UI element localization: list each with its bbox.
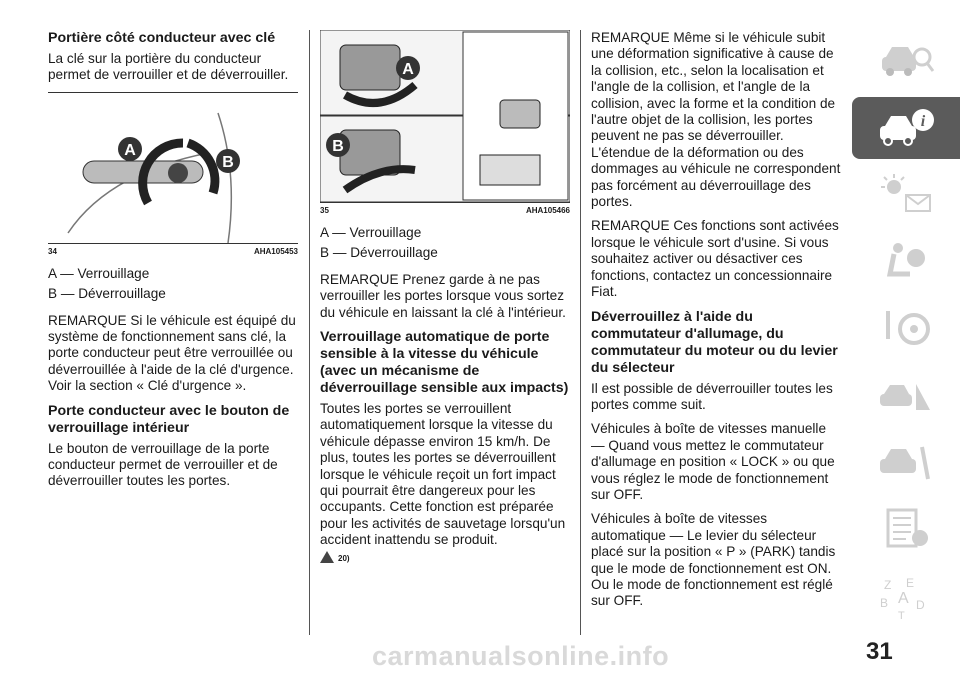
figure-35 <box>320 30 570 203</box>
note: REMARQUE Si le véhicule est équipé du système de fonctionnement sans clé, la porte conducteur peut être verrouillée ou déverrouillée à l'aide de la clé d'urgence. Voir la section « Clé d'urgence ». <box>48 312 296 394</box>
fig-label-a: A <box>402 61 414 78</box>
fig-label-b: B <box>332 138 344 155</box>
svg-text:D: D <box>916 598 925 612</box>
section-title: Portière côté conducteur avec clé <box>48 30 276 46</box>
chapter-sidebar <box>852 30 960 633</box>
airbag-seat-icon[interactable] <box>852 231 960 293</box>
column-divider <box>580 30 581 635</box>
car-search-icon[interactable] <box>852 30 960 92</box>
column-3 <box>591 30 841 618</box>
section-title: Porte conducteur avec le bouton de verrouillage intérieur <box>48 402 290 436</box>
svg-text:B: B <box>880 596 889 610</box>
door-key-illustration <box>48 93 298 243</box>
steering-wrench-icon[interactable] <box>852 298 960 360</box>
paragraph: La clé sur la portière du conducteur permet de verrouiller et de déverrouiller. <box>48 51 289 83</box>
paragraph: Le bouton de verrouillage de la porte conducteur permet de verrouiller et de déverrouiller toutes les portes. <box>48 440 278 489</box>
figure-number: 35 <box>320 206 329 215</box>
paragraph: Véhicules à boîte de vitesses manuelle — Quand vous mettez le commutateur d'allumage en position « LOCK » ou que vous réglez le mode de fonctionnement sur OFF. <box>591 421 835 502</box>
svg-text:E: E <box>906 576 915 590</box>
legend-a: A — Verrouillage <box>320 225 422 240</box>
figure-code: AHA105453 <box>253 246 298 256</box>
car-info-icon[interactable] <box>852 97 960 159</box>
figure-code: AHA105466 <box>525 206 570 215</box>
column-divider <box>309 30 310 635</box>
svg-text:i: i <box>920 113 926 130</box>
car-road-icon[interactable] <box>852 365 960 427</box>
warning-triangle-icon <box>320 551 334 563</box>
index-letters-icon[interactable] <box>852 566 960 628</box>
svg-text:A: A <box>898 590 909 607</box>
warning-ref-number: 20) <box>338 553 350 563</box>
note: REMARQUE Ces fonctions sont activées lorsque le véhicule sort d'usine. Si vous souhaitez activer ou désactiver ces fonctions, contactez un concessionnaire Fiat. <box>591 218 839 300</box>
watermark: carmanualsonline.info <box>372 641 670 671</box>
note: REMARQUE Même si le véhicule subit une déformation significative à cause de la collision, etc., selon la localisation et l'angle de la collision, et l'angle de la collision, avec la forme et la condition de l'autre objet de la collision, les portes peuvent ne pas se déverrouiller. L'étendue de la déformation ou des dommages au véhicule ne correspondent pas forcément au déverrouillage des portes. <box>591 30 841 210</box>
paragraph: Véhicules à boîte de vitesses automatique — Le levier du sélecteur placé sur la position « P » (PARK) tandis que le mode de fonctionnement est ON. Ou le mode de fonctionnement est réglé sur OFF. <box>591 511 836 609</box>
note: REMARQUE Prenez garde à ne pas verrouiller les portes lorsque vous sortez du véhicule en laissant la clé à l'intérieur. <box>320 271 566 320</box>
column-1 <box>48 30 298 498</box>
paragraph: Il est possible de déverrouiller toutes les portes comme suit. <box>591 380 833 412</box>
page-number: 31 <box>866 638 893 665</box>
warning-lights-icon[interactable] <box>852 164 960 226</box>
figure-34 <box>48 92 298 244</box>
legend-a: A — Verrouillage <box>48 265 150 281</box>
svg-text:Z: Z <box>884 578 892 592</box>
figure-number: 34 <box>48 246 57 256</box>
svg-text:T: T <box>898 610 905 621</box>
fig-label-a: A <box>124 141 136 159</box>
paragraph: Toutes les portes se verrouillent automatiquement lorsque la vitesse du véhicule dépasse environ 15 km/h. De plus, toutes les portes se déverrouillent lorsque le véhicule reçoit un fort impact qui pourrait être dangereux pour les occupants. Cette fonction est préparée pour les activités de sauvetage lorsqu'un accident inattendu se produit. <box>320 401 566 548</box>
figure-caption <box>48 247 298 256</box>
legend-b: B — Déverrouillage <box>320 245 438 261</box>
figure-caption <box>320 206 570 215</box>
legend-b: B — Déverrouillage <box>48 286 166 302</box>
specs-list-icon[interactable] <box>852 499 960 561</box>
interior-lock-illustration <box>320 30 570 202</box>
fig-label-b: B <box>222 153 234 171</box>
car-tools-icon[interactable] <box>852 432 960 494</box>
section-title: Déverrouillez à l'aide du commutateur d'allumage, du commutateur du moteur ou du levier du sélecteur <box>591 308 838 376</box>
column-2 <box>320 30 570 563</box>
section-title: Verrouillage automatique de porte sensible à la vitesse du véhicule (avec un mécanisme de déverrouillage sensible aux impacts) <box>320 329 569 397</box>
warning-reference <box>320 551 570 563</box>
